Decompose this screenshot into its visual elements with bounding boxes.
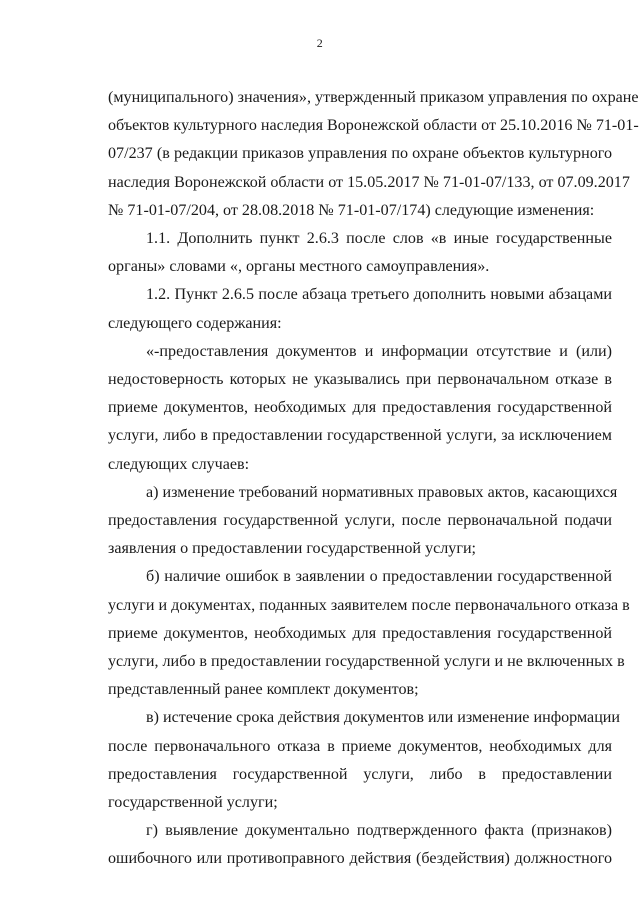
text-line: № 71-01-07/204, от 28.08.2018 № 71-01-07/174) следующие изменения:	[108, 201, 595, 219]
text-line: «-предоставления документов и информации отсутствие и (или)	[146, 342, 612, 360]
paragraph-case-v	[108, 704, 621, 817]
text-line: приеме документов, необходимых для предоставления государственной	[108, 624, 612, 642]
text-line: приеме документов, необходимых для предоставления государственной	[108, 399, 612, 417]
text-line: государственной услуги;	[108, 794, 278, 812]
paragraph-item-1-1	[108, 225, 612, 281]
text-line: услуги, либо в предоставлении государственной услуги, за исключением	[108, 427, 612, 445]
text-line: объектов культурного наследия Воронежской области от 25.10.2016 № 71-01-	[108, 117, 639, 135]
text-line: следующих случаев:	[108, 455, 250, 473]
text-line: недостоверность которых не указывались при первоначальном отказе в	[108, 371, 612, 389]
text-line: 07/237 (в редакции приказов управления по охране объектов культурного	[108, 145, 612, 163]
text-line: услуги и документах, поданных заявителем после первоначального отказа в	[108, 596, 630, 614]
text-line: после первоначального отказа в приеме документов, необходимых для	[108, 737, 612, 755]
text-line: 1.1. Дополнить пункт 2.6.3 после слов «в иные государственные	[146, 230, 612, 248]
text-line: услуги, либо в предоставлении государственной услуги и не включенных в	[108, 653, 625, 671]
text-line: предоставления государственной услуги, либо в предоставлении	[108, 765, 612, 783]
text-line: (муниципального) значения», утвержденный приказом управления по охране	[108, 89, 639, 106]
text-line: а) изменение требований нормативных правовых актов, касающихся	[146, 483, 618, 501]
text-line: наследия Воронежской области от 15.05.2017 № 71-01-07/133, от 07.09.2017	[108, 173, 630, 191]
paragraph-item-1-2	[108, 281, 612, 337]
paragraph-intro	[108, 84, 639, 225]
text-line: представленный ранее комплект документов;	[108, 681, 419, 699]
text-line: б) наличие ошибок в заявлении о предоставлении государственной	[146, 568, 612, 586]
text-line: заявления о предоставлении государственной услуги;	[108, 540, 477, 558]
paragraph-case-g	[108, 817, 612, 873]
text-line: в) истечение срока действия документов или изменение информации	[146, 709, 621, 727]
text-line: г) выявление документально подтвержденного факта (признаков)	[146, 822, 612, 840]
paragraph-quoted-provision	[108, 338, 612, 479]
text-line: ошибочного или противоправного действия (бездействия) должностного	[108, 850, 612, 868]
document-body	[108, 84, 639, 874]
page-number: 2	[316, 36, 324, 50]
paragraph-case-a	[108, 479, 618, 564]
text-line: предоставления государственной услуги, после первоначальной подачи	[108, 512, 612, 530]
paragraph-case-b	[108, 563, 630, 704]
text-line: 1.2. Пункт 2.6.5 после абзаца третьего дополнить новыми абзацами	[146, 286, 612, 304]
text-line: следующего содержания:	[108, 314, 282, 332]
text-line: органы» словами «, органы местного самоуправления».	[108, 258, 490, 276]
